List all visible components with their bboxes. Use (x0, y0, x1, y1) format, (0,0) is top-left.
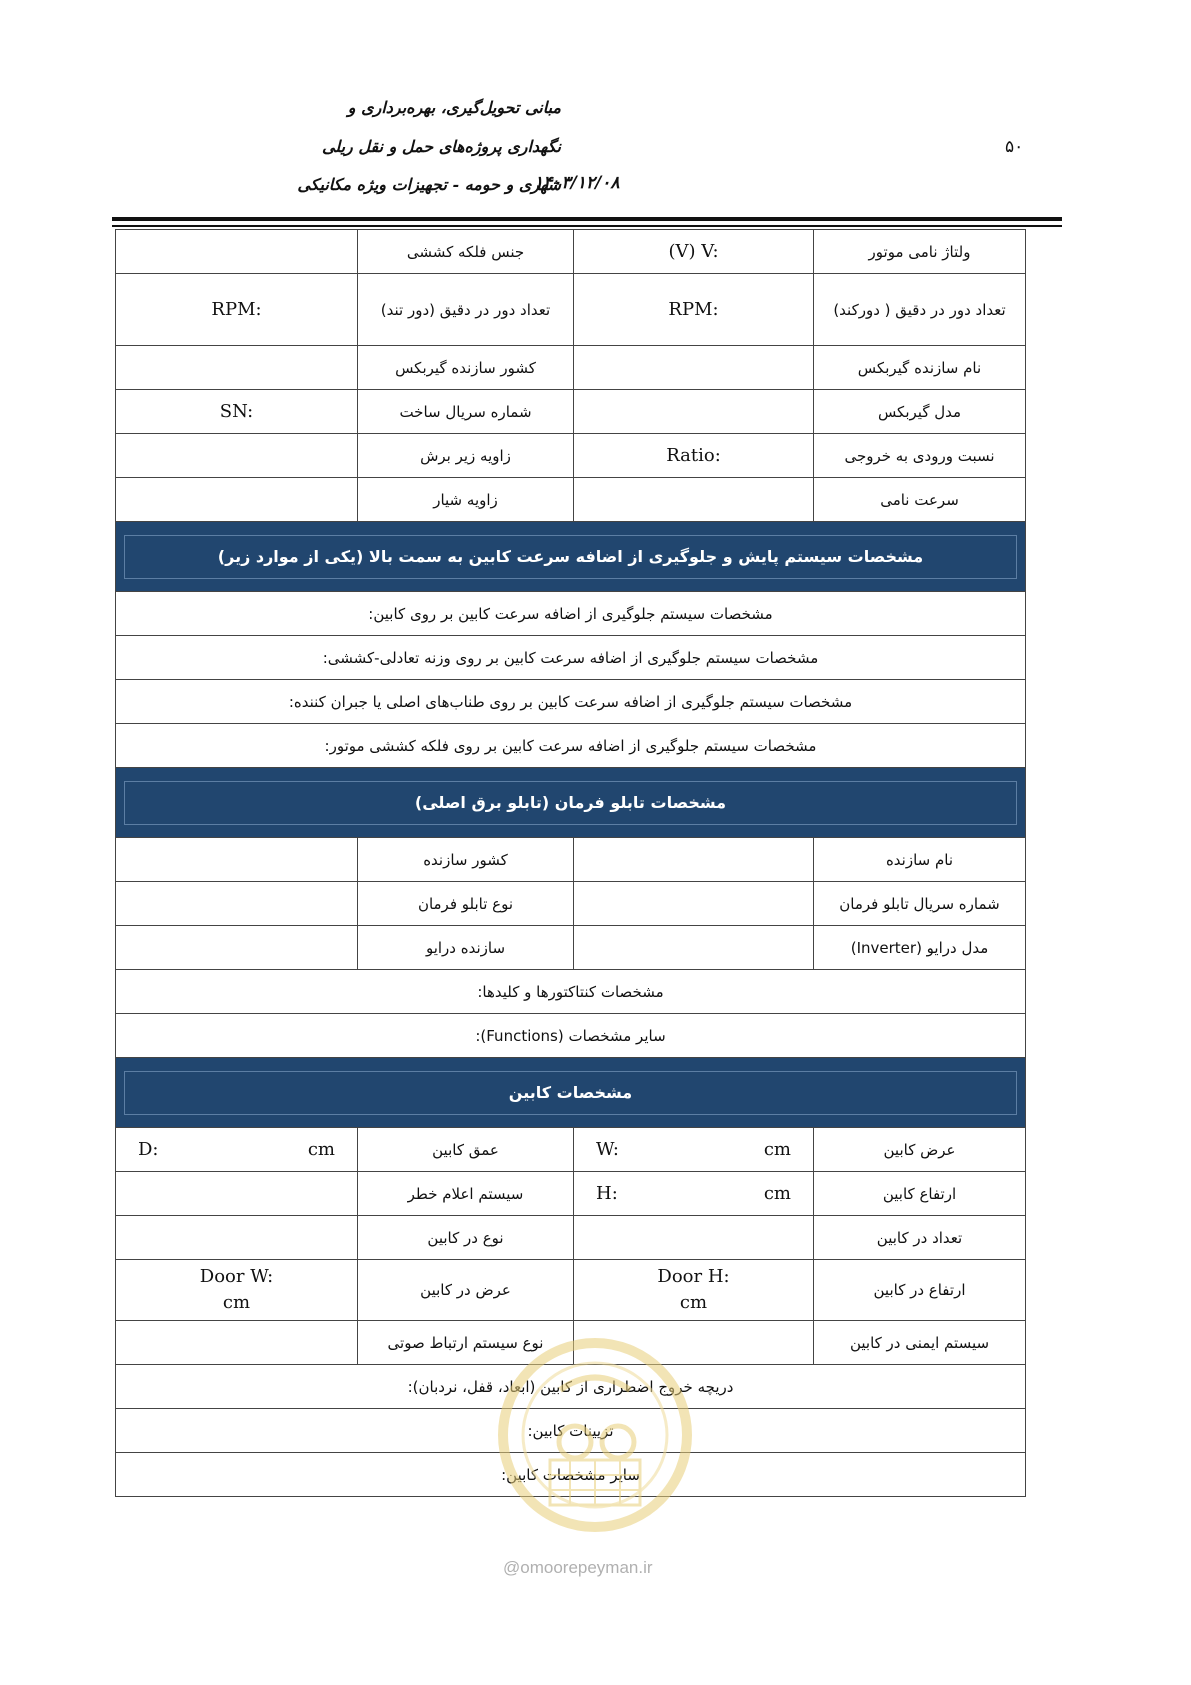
value-cell[interactable] (574, 1172, 814, 1216)
label-cell: نام سازنده گیربکس (814, 346, 1026, 390)
value-cell[interactable] (116, 926, 358, 970)
table-row (116, 838, 1026, 882)
header-line-1: مبانی تحویل‌گیری، بهره‌برداری و (347, 98, 561, 117)
value-cell[interactable] (574, 346, 814, 390)
page-number: ۵۰ (1005, 137, 1024, 157)
table-row (116, 1128, 1026, 1172)
full-width-field[interactable]: مشخصات سیستم جلوگیری از اضافه سرعت کابین بر روی فلکه کششی موتور: (116, 724, 1026, 768)
section-title: مشخصات سیستم پایش و جلوگیری از اضافه سرعت کابین به سمت بالا (یکی از موارد زیر) (124, 535, 1017, 579)
label-cell: ارتفاع در کابین (814, 1260, 1026, 1321)
table-row (116, 1216, 1026, 1260)
section-title: مشخصات تابلو فرمان (تابلو برق اصلی) (124, 781, 1017, 825)
label-cell: سیستم اعلام خطر (358, 1172, 574, 1216)
full-width-field[interactable]: مشخصات سیستم جلوگیری از اضافه سرعت کابین بر روی طناب‌های اصلی یا جبران کننده: (116, 680, 1026, 724)
full-width-field[interactable]: دریچه خروج اضطراری از کابین (ابعاد، قفل، نردبان): (116, 1365, 1026, 1409)
value-cell[interactable] (574, 1128, 814, 1172)
value-cell[interactable] (116, 1321, 358, 1365)
label-cell: نام سازنده (814, 838, 1026, 882)
header-rule-thick (112, 217, 1062, 221)
label-cell: تعداد در کابین (814, 1216, 1026, 1260)
table-row (116, 1409, 1026, 1453)
unit-label: W: (596, 1139, 620, 1160)
section-title: مشخصات کابین (124, 1071, 1017, 1115)
value-cell[interactable] (574, 1321, 814, 1365)
label-cell: تعداد دور در دقیق (دور تند) (358, 274, 574, 346)
table-row (116, 926, 1026, 970)
label-cell: نوع سیستم ارتباط صوتی (358, 1321, 574, 1365)
label-cell: زاویه زیر برش (358, 434, 574, 478)
full-width-field[interactable]: مشخصات کنتاکتورها و کلیدها: (116, 970, 1026, 1014)
value-cell[interactable] (116, 882, 358, 926)
unit-label: cm (679, 1292, 708, 1313)
label-cell: شماره سریال ساخت (358, 390, 574, 434)
table-row (116, 636, 1026, 680)
value-cell[interactable]: SN: (116, 390, 358, 434)
value-cell[interactable] (116, 478, 358, 522)
table-row (116, 724, 1026, 768)
value-cell[interactable] (574, 390, 814, 434)
label-cell: سرعت نامی (814, 478, 1026, 522)
label-cell: ولتاژ نامی موتور (814, 230, 1026, 274)
label-cell: عرض کابین (814, 1128, 1026, 1172)
unit-label: Door W: (199, 1266, 274, 1287)
value-cell[interactable]: Ratio: (574, 434, 814, 478)
label-cell: تعداد دور در دقیق ( دورکند) (814, 274, 1026, 346)
label-cell: مدل درایو (Inverter) (814, 926, 1026, 970)
table-row (116, 1014, 1026, 1058)
unit-label: H: (596, 1183, 618, 1204)
section-header-cabin (116, 1058, 1026, 1128)
table-row (116, 970, 1026, 1014)
full-width-field[interactable]: سایر مشخصات (Functions): (116, 1014, 1026, 1058)
table-row (116, 1260, 1026, 1321)
value-cell[interactable]: (V) V: (574, 230, 814, 274)
unit-label: Door H: (657, 1266, 730, 1287)
value-cell[interactable] (116, 346, 358, 390)
table-row (116, 478, 1026, 522)
header-date: ۱۴۰۳/۱۲/۰۸ (534, 173, 620, 193)
specification-table (115, 229, 1026, 1497)
value-cell[interactable] (574, 478, 814, 522)
label-cell: عرض در کابین (358, 1260, 574, 1321)
label-cell: نوع در کابین (358, 1216, 574, 1260)
table-row (116, 680, 1026, 724)
value-cell[interactable]: RPM: (574, 274, 814, 346)
value-cell[interactable] (116, 1172, 358, 1216)
table-row (116, 1172, 1026, 1216)
full-width-field[interactable]: سایر مشخصات کابین: (116, 1453, 1026, 1497)
value-cell[interactable] (116, 1216, 358, 1260)
table-row (116, 346, 1026, 390)
table-row (116, 390, 1026, 434)
full-width-field[interactable]: مشخصات سیستم جلوگیری از اضافه سرعت کابین بر روی کابین: (116, 592, 1026, 636)
value-cell[interactable] (116, 434, 358, 478)
label-cell: سیستم ایمنی در کابین (814, 1321, 1026, 1365)
header-line-2: نگهداری پروژه‌های حمل و نقل ریلی (321, 137, 561, 156)
full-width-field[interactable]: مشخصات سیستم جلوگیری از اضافه سرعت کابین بر روی وزنه تعادلی-کششی: (116, 636, 1026, 680)
value-cell[interactable] (116, 1260, 358, 1321)
unit-label: cm (307, 1139, 335, 1160)
label-cell: زاویه شیار (358, 478, 574, 522)
section-header-overspeed (116, 522, 1026, 592)
full-width-field[interactable]: تزیینات کابین: (116, 1409, 1026, 1453)
value-cell[interactable] (574, 926, 814, 970)
value-cell[interactable] (116, 230, 358, 274)
label-cell: جنس فلکه کششی (358, 230, 574, 274)
header-rule-thin (112, 225, 1062, 227)
label-cell: نوع تابلو فرمان (358, 882, 574, 926)
table-row (116, 1365, 1026, 1409)
watermark-text: @omoorepeyman.ir (503, 1558, 653, 1577)
value-cell[interactable] (574, 838, 814, 882)
value-cell[interactable] (574, 1216, 814, 1260)
table-row (116, 592, 1026, 636)
value-cell[interactable] (574, 1260, 814, 1321)
label-cell: عمق کابین (358, 1128, 574, 1172)
value-cell[interactable]: RPM: (116, 274, 358, 346)
label-cell: نسبت ورودی به خروجی (814, 434, 1026, 478)
table-row (116, 230, 1026, 274)
value-cell[interactable] (116, 1128, 358, 1172)
label-cell: مدل گیربکس (814, 390, 1026, 434)
unit-label: cm (763, 1139, 791, 1160)
label-cell: سازنده درایو (358, 926, 574, 970)
value-cell[interactable] (116, 838, 358, 882)
unit-label: cm (222, 1292, 251, 1313)
unit-label: D: (138, 1139, 159, 1160)
table-row (116, 1321, 1026, 1365)
unit-label: cm (763, 1183, 791, 1204)
label-cell: کشور سازنده گیربکس (358, 346, 574, 390)
table-row (116, 274, 1026, 346)
label-cell: شماره سریال تابلو فرمان (814, 882, 1026, 926)
value-cell[interactable] (574, 882, 814, 926)
table-row (116, 1453, 1026, 1497)
header-line-3: شهری و حومه - تجهیزات ویژه مکانیکی (297, 175, 561, 194)
label-cell: کشور سازنده (358, 838, 574, 882)
label-cell: ارتفاع کابین (814, 1172, 1026, 1216)
table-row (116, 434, 1026, 478)
table-row (116, 882, 1026, 926)
section-header-control-panel (116, 768, 1026, 838)
